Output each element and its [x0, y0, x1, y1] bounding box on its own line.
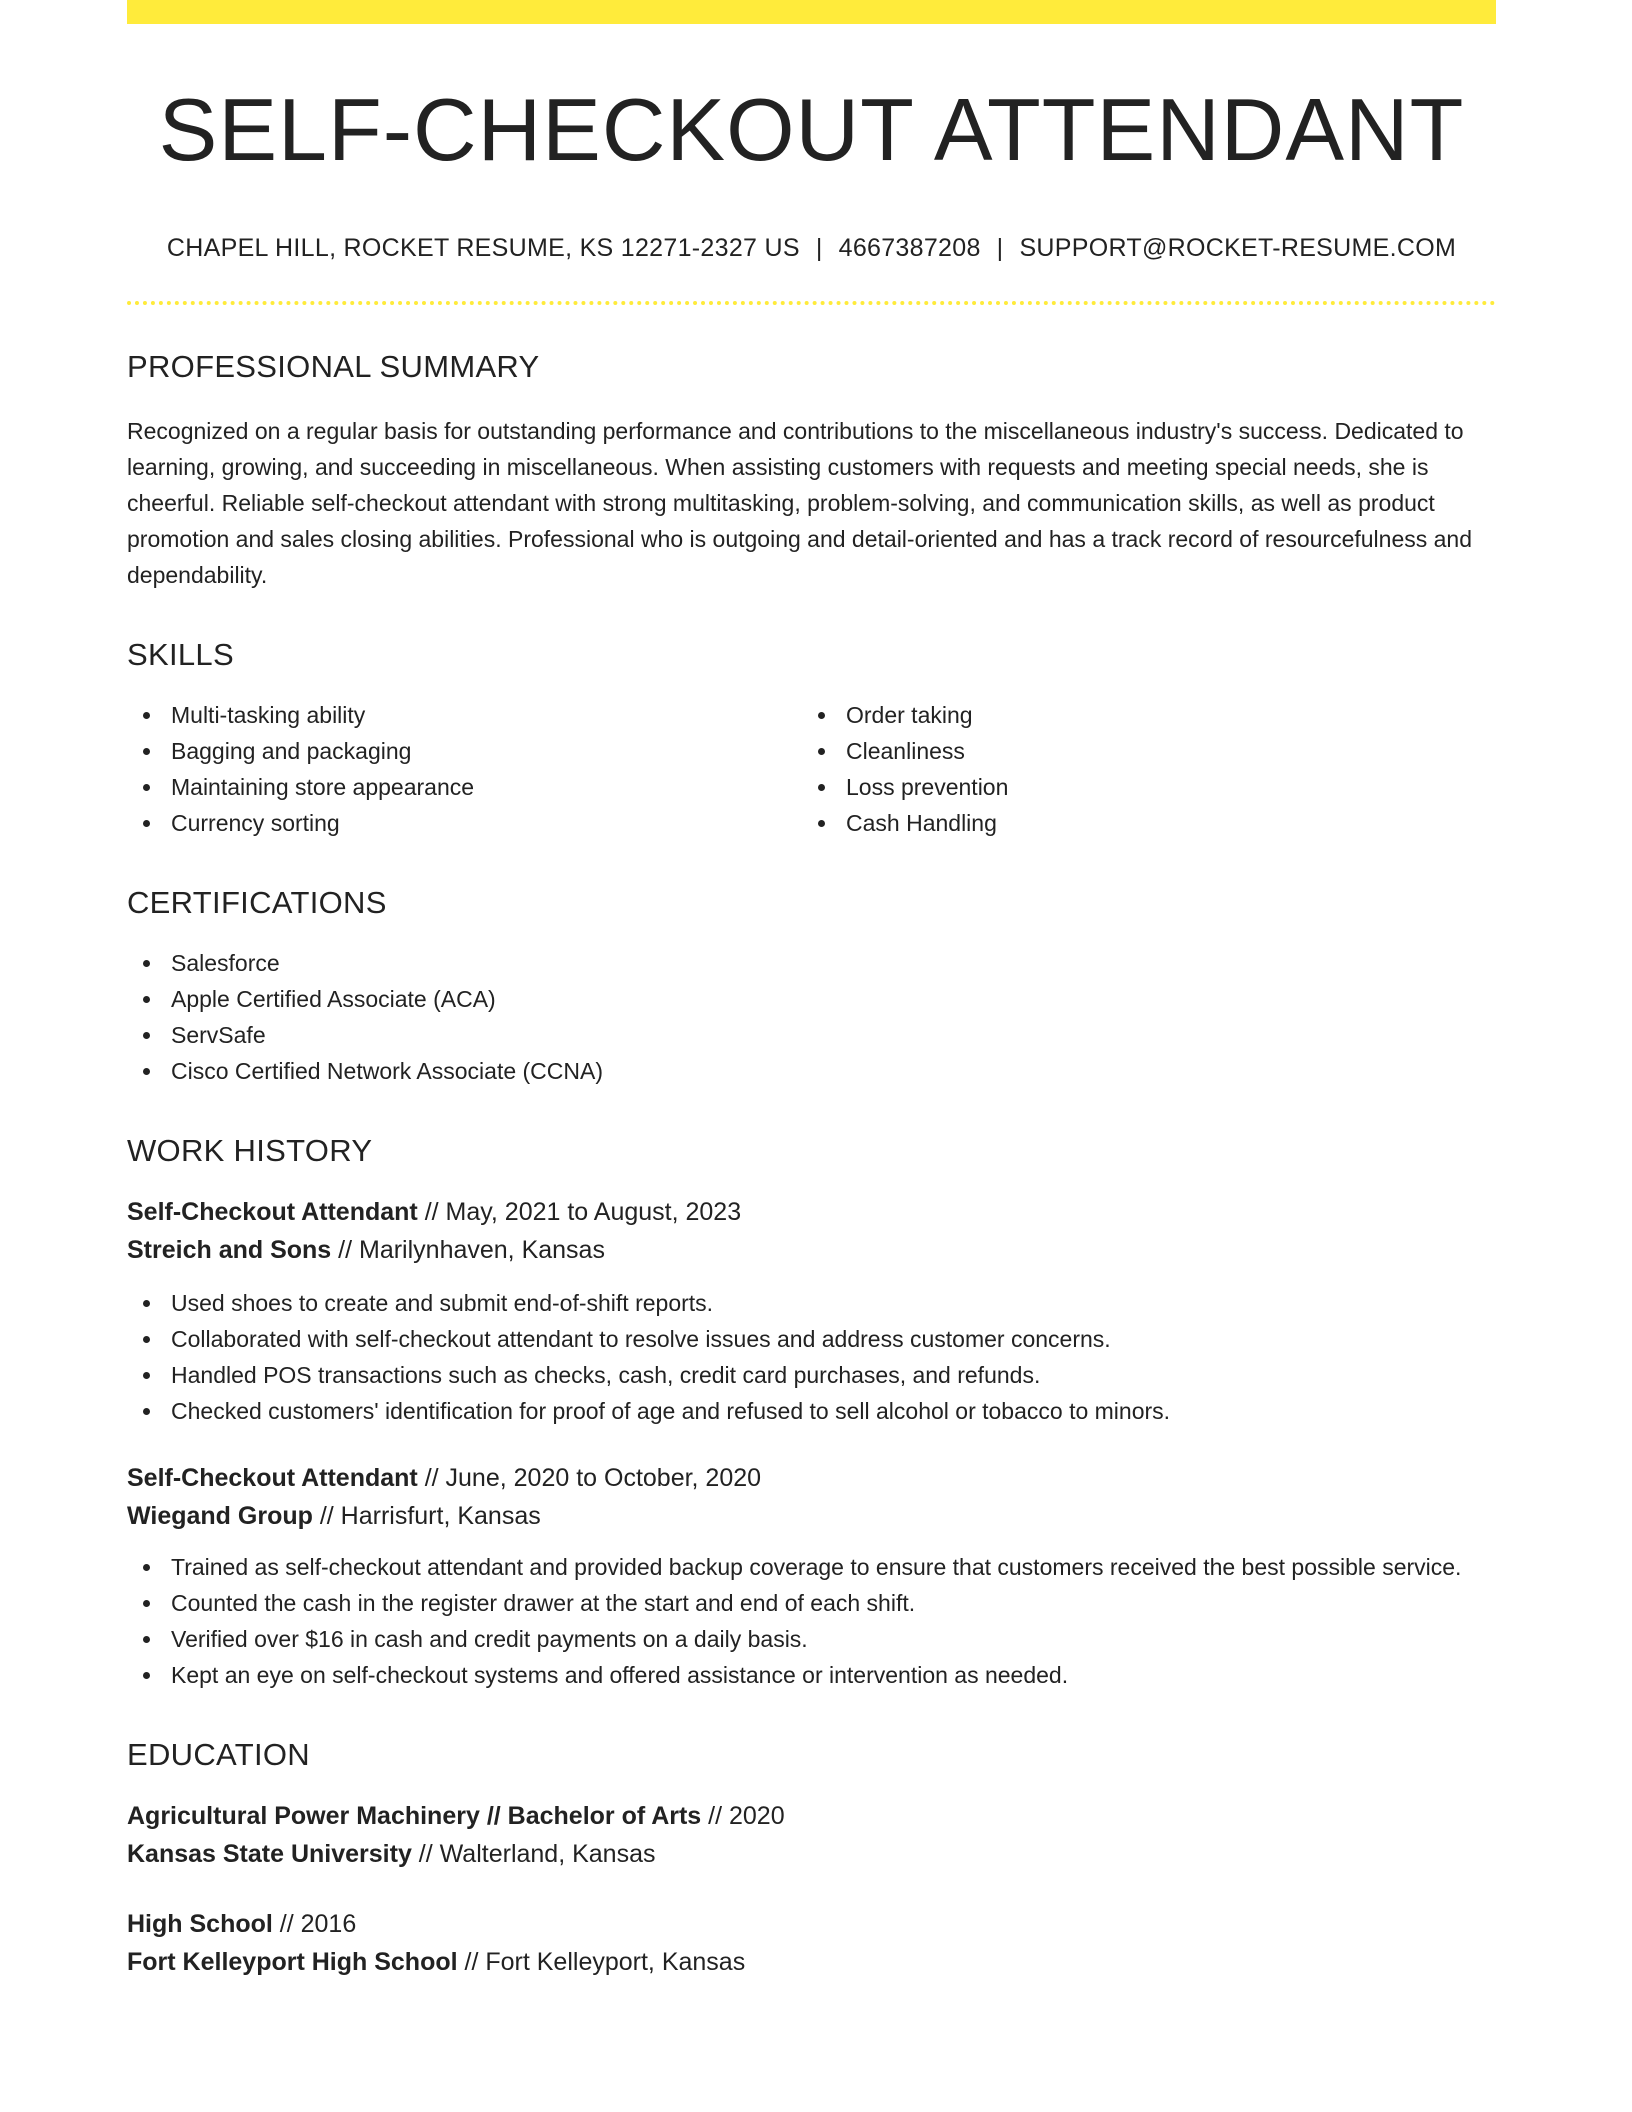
education-entry: [127, 1905, 1496, 1981]
education-year: // 2020: [701, 1802, 785, 1831]
summary-text: Recognized on a regular basis for outstanding performance and contributions to the miscellaneous industry's success. Dedicated to learning, growing, and succeeding in miscellaneous. When assisting customers with requests and meeting special needs, she is cheerful. Reliable self-checkout attendant with strong multitasking, problem-solving, and communication skills, as well as product promotion and sales closing abilities. Professional who is outgoing and detail-oriented and has a track record of resourcefulness and dependability.: [127, 418, 1473, 589]
skill-item: Maintaining store appearance: [127, 769, 802, 805]
skill-item: Cleanliness: [802, 733, 1477, 769]
skill-item: Order taking: [802, 697, 1477, 733]
job-company-line: [127, 1497, 1496, 1535]
certifications-list: [127, 945, 1496, 1089]
job-duty: Handled POS transactions such as checks, cash, credit card purchases, and refunds.: [127, 1357, 1496, 1393]
contact-line: [127, 234, 1496, 263]
job-location: // Harrisfurt, Kansas: [312, 1502, 541, 1531]
skill-item: Cash Handling: [802, 805, 1477, 841]
resume-title: SELF-CHECKOUT ATTENDANT: [158, 80, 1465, 179]
job-duties-list: [127, 1549, 1496, 1693]
job-duty: Verified over $16 in cash and credit payments on a daily basis.: [127, 1621, 1496, 1657]
education-location: // Fort Kelleyport, Kansas: [457, 1948, 746, 1977]
contact-separator: |: [996, 234, 1004, 263]
summary-section: [127, 349, 1496, 593]
education-year: // 2016: [272, 1910, 357, 1939]
certifications-section: [127, 885, 1496, 1089]
job-location: // Marilynhaven, Kansas: [331, 1236, 605, 1265]
education-school: Fort Kelleyport High School: [127, 1948, 458, 1977]
certification-item: Apple Certified Associate (ACA): [127, 981, 1496, 1017]
skills-list-right: [802, 697, 1477, 841]
skills-list-left: [127, 697, 802, 841]
resume-page: [127, 0, 1496, 1981]
job-title: Self-Checkout Attendant: [127, 1198, 418, 1227]
skill-item: Bagging and packaging: [127, 733, 802, 769]
certification-item: ServSafe: [127, 1017, 1496, 1053]
job-company: Streich and Sons: [127, 1236, 332, 1265]
job-duty: Collaborated with self-checkout attendant to resolve issues and address customer concerns.: [127, 1321, 1496, 1357]
skills-grid: [127, 697, 1496, 841]
job-duty: Kept an eye on self-checkout systems and offered assistance or intervention as needed.: [127, 1657, 1496, 1693]
job-duty: Checked customers' identification for proof of age and refused to sell alcohol or tobacco to minors.: [127, 1393, 1496, 1429]
certification-item: Salesforce: [127, 945, 1496, 981]
education-degree-line: [127, 1797, 1496, 1835]
education-degree: Agricultural Power Machinery // Bachelor of Arts: [127, 1802, 702, 1831]
education-heading: EDUCATION: [127, 1737, 310, 1773]
skills-heading: SKILLS: [127, 637, 234, 673]
job-title-line: [127, 1193, 1496, 1231]
job-dates: // May, 2021 to August, 2023: [417, 1198, 742, 1227]
education-location: // Walterland, Kansas: [411, 1840, 656, 1869]
skill-item: Currency sorting: [127, 805, 802, 841]
skill-item: Loss prevention: [802, 769, 1477, 805]
job-company: Wiegand Group: [127, 1502, 313, 1531]
education-school-line: [127, 1943, 1496, 1981]
work-history-section: [127, 1133, 1496, 1693]
job-duties-list: [127, 1285, 1496, 1429]
education-school: Kansas State University: [127, 1840, 412, 1869]
job-entry: [127, 1459, 1496, 1693]
summary-heading: PROFESSIONAL SUMMARY: [127, 349, 540, 385]
education-degree: High School: [127, 1910, 273, 1939]
education-degree-line: [127, 1905, 1496, 1943]
contact-address: CHAPEL HILL, ROCKET RESUME, KS 12271-2327 US: [166, 234, 800, 263]
education-section: [127, 1737, 1496, 1981]
job-dates: // June, 2020 to October, 2020: [417, 1464, 762, 1493]
accent-top-bar: [127, 0, 1496, 24]
job-duty: Used shoes to create and submit end-of-shift reports.: [127, 1285, 1496, 1321]
job-entry: [127, 1193, 1496, 1429]
dotted-divider: [127, 301, 1496, 305]
skill-item: Multi-tasking ability: [127, 697, 802, 733]
contact-separator: |: [815, 234, 823, 263]
job-company-line: [127, 1231, 1496, 1269]
certification-item: Cisco Certified Network Associate (CCNA): [127, 1053, 1496, 1089]
education-school-line: [127, 1835, 1496, 1873]
work-history-heading: WORK HISTORY: [127, 1133, 373, 1169]
job-title-line: [127, 1459, 1496, 1497]
contact-email[interactable]: SUPPORT@ROCKET-RESUME.COM: [1019, 234, 1457, 263]
contact-phone: 4667387208: [838, 234, 981, 263]
certifications-heading: CERTIFICATIONS: [127, 885, 387, 921]
job-title: Self-Checkout Attendant: [127, 1464, 418, 1493]
job-duty: Trained as self-checkout attendant and provided backup coverage to ensure that customers received the best possible service.: [127, 1549, 1496, 1585]
skills-section: [127, 637, 1496, 841]
education-entry: [127, 1797, 1496, 1873]
job-duty: Counted the cash in the register drawer at the start and end of each shift.: [127, 1585, 1496, 1621]
